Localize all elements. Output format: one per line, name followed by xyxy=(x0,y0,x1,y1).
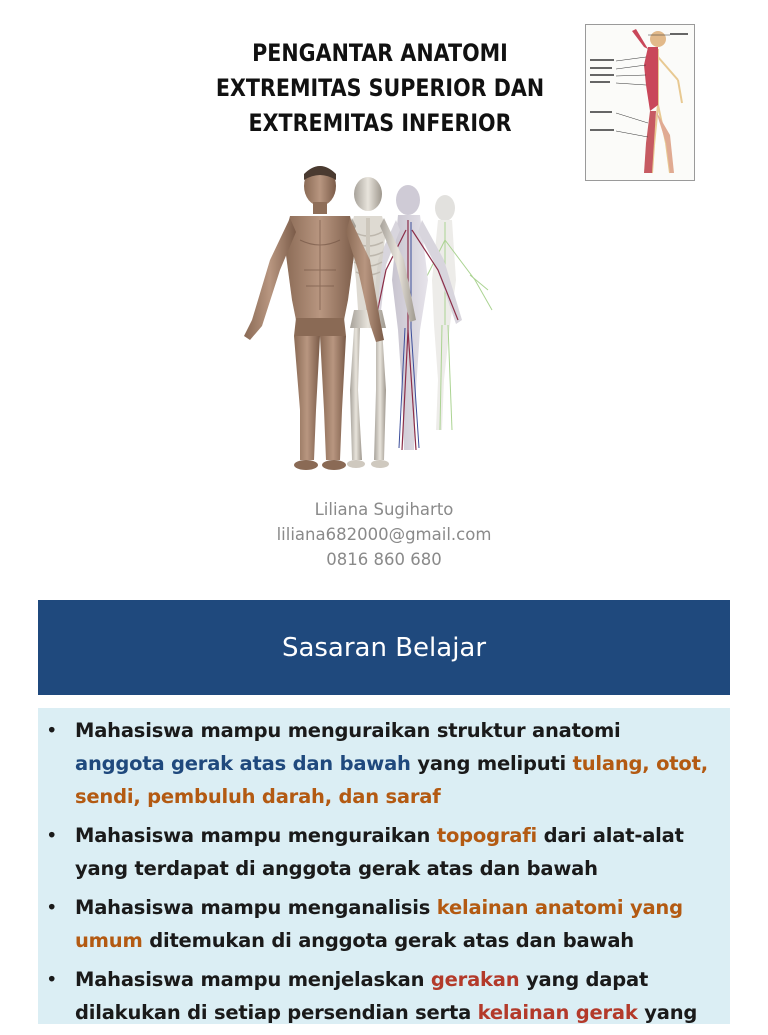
bullet-dot-icon: • xyxy=(46,719,58,742)
objective-text-segment: yang dapat dilakukan di setiap persendian serta xyxy=(75,968,649,1024)
presenter-email: liliana682000@gmail.com xyxy=(276,525,492,544)
bullet-dot-icon: • xyxy=(46,968,58,991)
objective-text-segment: yang meliputi xyxy=(410,752,573,775)
objective-text-segment: Mahasiswa mampu menjelaskan xyxy=(75,968,431,991)
presenter-phone: 0816 860 680 xyxy=(326,550,442,569)
objective-text-segment: anggota gerak atas dan bawah xyxy=(75,752,411,775)
title-line: PENGANTAR ANATOMI xyxy=(252,39,508,67)
objective-item xyxy=(38,714,730,813)
objective-item xyxy=(38,891,730,957)
objective-text-segment: Mahasiswa mampu menganalisis xyxy=(75,896,437,919)
objective-text-segment: tulang, otot, sendi, pembuluh darah, dan saraf xyxy=(75,752,708,808)
bullet-dot-icon: • xyxy=(46,824,58,847)
human-anatomy-layers-figure xyxy=(230,160,510,490)
title-line: EXTREMITAS INFERIOR xyxy=(248,109,512,137)
objectives-header xyxy=(38,600,730,695)
objective-text-segment: Mahasiswa mampu menguraikan xyxy=(75,824,437,847)
objective-item xyxy=(38,819,730,885)
objectives-list xyxy=(38,714,730,1035)
objectives-title: Sasaran Belajar xyxy=(281,632,487,663)
presenter-name: Liliana Sugiharto xyxy=(314,500,454,519)
objective-text-segment: dari alat-alat yang terdapat di anggota gerak atas dan bawah xyxy=(75,824,684,880)
objective-text-segment: Mahasiswa mampu menguraikan struktur anatomi xyxy=(75,719,621,742)
objective-text-segment: yang xyxy=(637,1001,698,1024)
anatomy-muscle-diagram-icon xyxy=(585,24,695,181)
presenter-info xyxy=(234,497,534,572)
bullet-dot-icon: • xyxy=(46,896,58,919)
objective-text-segment: topografi xyxy=(436,824,538,847)
objective-text-segment: gerakan xyxy=(430,968,520,991)
objective-item xyxy=(38,963,730,1029)
slide-title xyxy=(191,36,569,141)
objective-text-segment: kelainan anatomi yang umum xyxy=(75,896,683,952)
objective-text-segment: ditemukan di anggota gerak atas dan bawah xyxy=(142,929,634,952)
objectives-content xyxy=(38,708,730,1024)
title-line: EXTREMITAS SUPERIOR DAN xyxy=(215,74,545,102)
objective-text-segment: kelainan gerak xyxy=(477,1001,638,1024)
